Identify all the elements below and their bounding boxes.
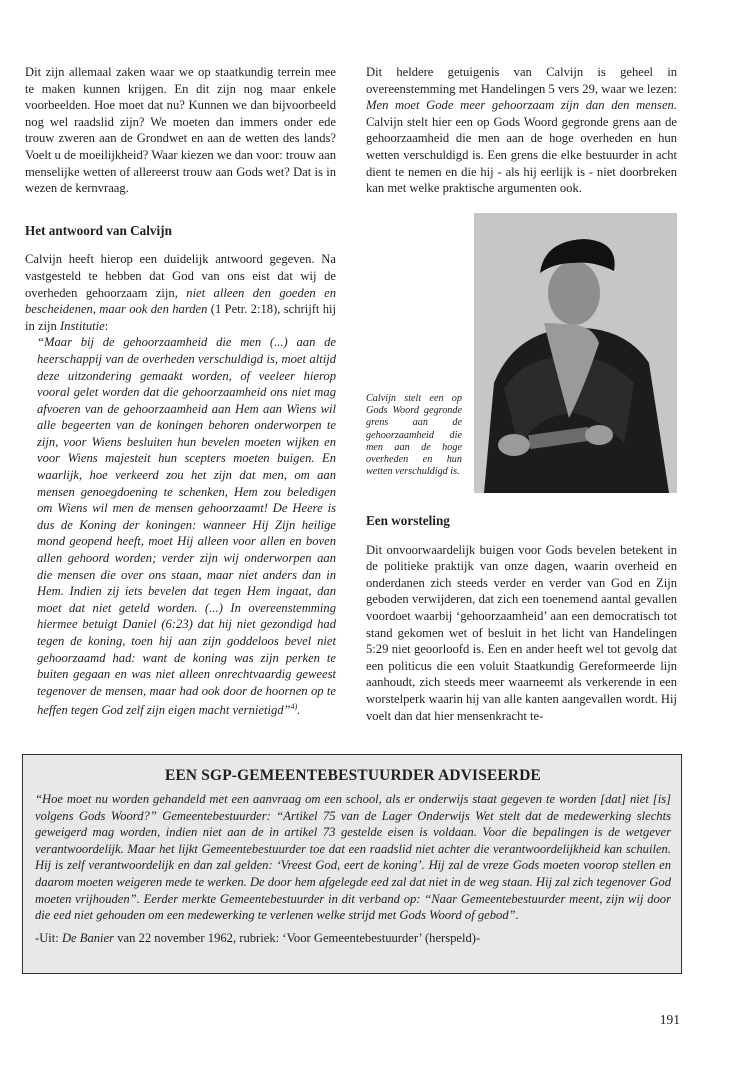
calvijn-italic: niet alleen den goeden en bescheidenen, maar ook den harden [25, 285, 337, 317]
testimony-text: Dit heldere getuigenis van Calvijn is geheel in overeenstemming met Handelingen 5 vers 29, waar we lezen: [366, 65, 677, 96]
calvijn-text: Calvijn heeft hierop een duidelijk antwoord gegeven. Na vastgesteld te hebben dat God van ons eist dat wij de overheden gehoorzaam zijn, [25, 252, 336, 300]
calvijn-portrait [474, 213, 677, 493]
inset-title: EEN SGP-GEMEENTEBESTUURDER ADVISEERDE [164, 767, 541, 784]
acts-quote: Men moet Gode meer gehoorzaam zijn dan den mensen. [366, 98, 677, 113]
calvijn-ref: (1 Petr. 2:18), schrijft hij in zijn [25, 302, 337, 333]
footnote-ref: 4) [290, 702, 298, 712]
section-heading-calvijn: Het antwoord van Calvijn [25, 222, 172, 238]
source-prefix: -Uit: [35, 930, 62, 945]
inset-text: “Hoe moet nu worden gehandeld met een aanvraag om een school, als er onderwijs staat gegeven te worden [dat] niet [is] volgens Gods Woord?” Gemeentebestuurder: “Artikel 75 van de Lager Onderwijs Wet stelt dat de medewerking slechts geweigerd mag worden, indien niet aan de in artikel 73 gestelde eisen is voldaan. Voor die bepalingen is de wetgever verantwoordelijk. Maar het lijkt Gemeentebestuurder toe dat een raadslid niet achter die verantwoordelijkheid kan schuilen. Hij is zelf verantwoordelijk en dan zal gelden: ‘Vreest God, eert de koning’. Hij zal de vreze Gods moeten voorop stellen en daarom moeten weigeren mede te werken. De door hem afgelegde eed zal dat niet in de weg staan. Hij zal zich tegenover God moeten vrijhouden”. Eerder merkte Gemeentebestuurder in dit verband op: “Naar Gemeentebestuurder meent, zijn wij door die eed niet gehouden om een medewerking te verlenen welke strijd met Gods Woord of gebod”. [35, 792, 671, 923]
testimony-end: Calvijn stelt hier een op Gods Woord gegronde grens aan de gehoorzaamheid die men aan de hoge overheden en hun wetten verschuldigd is. Een grens die elke bestuurder in acht dient te nemen en die hij - als hij eerlijk is - niet doorbreken kan met welke praktische argumenten ook. [366, 114, 677, 196]
page-number: 191 [659, 1012, 680, 1027]
quote-text: “Maar bij de gehoorzaamheid die men (...) aan de heerschappij van de overheden verschuldigd is, moet altijd deze uitzondering gemaakt worden, of veeleer hierop vooral gelet worden dat die gehoorzaamheid ons niet mag afvoeren van de gehoorzaamheid aan Hem aan Wiens wil alle begeerten van de koningen behoren onderworpen te zijn, voor Wiens besluiten hun bevelen moeten wijken en voor Wiens majesteit hun scepters moeten buigen. En waarlijk, hoe verkeerd zou het zijn dat men, om aan mensen genoegdoening te schenken, Hem zou beledigen om Wiens wil men de mensen gehoorzaamt! De Heere is dus de Koning der koningen: wanneer Hij Zijn heilige mond geopend heeft, moet Hij alleen voor allen en boven allen gehoord worden; verder zijn wij onderworpen aan die mensen die over ons staan, maar niet anders dan in Hem. Indien zij iets bevelen dat tegen Hem ingaat, dan moet dat niet geteld worden. (...) In overeenstemming hiermee betuigt Daniel (6:23) dat hij niet gezondigd had tegen de koning, toen hij aan zijn goddeloos bevel niet gehoorzaamd had: want de koning was zijn perken te buiten gegaan en was niet alleen onrechtvaardig geweest tegenover de mensen, maar had ook door de hoornen op te heffen tegen God zelf zijn eigen macht vernietigd” [37, 335, 336, 718]
calvijn-quote [25, 334, 336, 719]
worsteling-paragraph: Dit onvoorwaardelijk buigen voor Gods bevelen betekent in de politieke praktijk van onze dagen, waarin overheid en onderdanen zich steeds verder en verder van God en Zijn geboden verwijderen, dat zich een toenemend aantal gevallen voordoet waarbij ‘gehoorzaamheid’ aan een democratisch tot stand gekomen wet of besluit in het licht van Handelingen 5:29 niet geoorloofd is. Een en ander heeft wel tot gevolg dat een politicus die een voluit Staatkundig Gereformeerde lijn aanhoudt, zich steeds meer waarneemt als verkerende in een worstelperk waarin hij van alle kanten aangevallen wordt. Hij voelt dan dat hier mensenkracht te- [366, 542, 677, 723]
source-rest: van 22 november 1962, rubriek: ‘Voor Gemeentebestuurder’ (herspeld)- [114, 930, 481, 945]
figure-caption: Calvijn stelt een op Gods Woord gegronde grens aan de gehoorzaamheid die men aan de hoge overheden en hun wetten verschuldigd is. [366, 393, 462, 478]
calvijn-end: : [104, 318, 109, 333]
quote-end: . [297, 703, 301, 718]
section-heading-worsteling: Een worsteling [366, 513, 450, 528]
calvijn-paragraph [25, 251, 336, 334]
intro-paragraph: Dit zijn allemaal zaken waar we op staatkundig terrein mee te maken kunnen krijgen. En dit zijn nog maar enkele voorbeelden. Hoe moet dat nu? Kunnen we dan bijvoorbeeld nog wel raadslid zijn? We moeten dan immers onder ede trouw zweren aan de Grondwet en aan de wetten des lands? Voelt u de moeilijkheid? Waar kiezen we dan voor: trouw aan menselijke wetten of allereerst trouw aan Gods wet? Dat is in wezen de kernvraag. [25, 65, 336, 196]
inset-source [35, 930, 671, 947]
testimony-paragraph [366, 64, 677, 197]
inset-box [22, 754, 682, 974]
figure [366, 213, 677, 493]
source-paper: De Banier [61, 930, 115, 945]
left-column [25, 64, 336, 719]
right-column-bottom [366, 513, 677, 724]
right-column-top [366, 64, 677, 197]
institutie-title: Institutie [59, 318, 105, 333]
